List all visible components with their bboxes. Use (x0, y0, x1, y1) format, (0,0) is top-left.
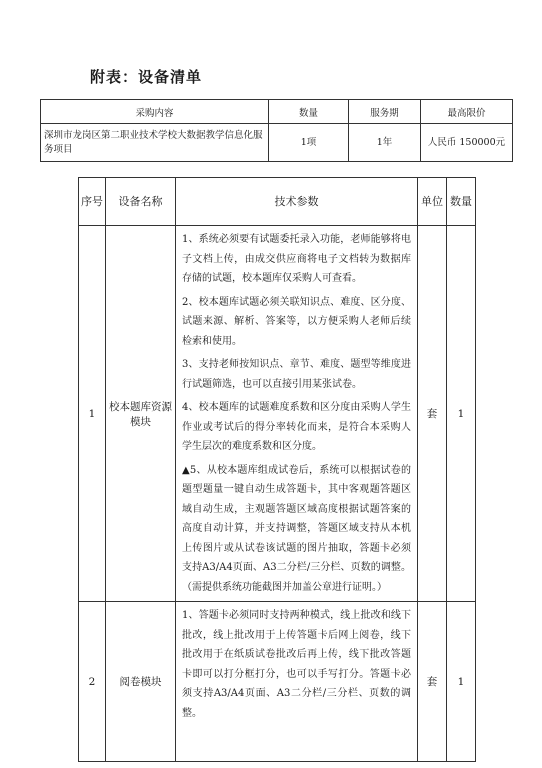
service-period: 1年 (349, 124, 421, 162)
header-max-price: 最高限价 (421, 100, 513, 124)
param-item: 2、校本题库试题必须关联知识点、难度、区分度、试题来源、解析、答案等，以方便采购人老师后续检索和使用。 (182, 296, 411, 347)
row-no: 2 (79, 602, 106, 762)
procurement-content: 深圳市龙岗区第二职业技术学校大数据教学信息化服务项目 (41, 124, 269, 162)
row-device-name: 阅卷模块 (106, 602, 176, 762)
row-qty: 1 (447, 602, 476, 762)
equipment-list-table (78, 177, 476, 762)
row-tech-params (176, 226, 418, 602)
header-quantity: 数量 (269, 100, 349, 124)
header-content: 采购内容 (41, 100, 269, 124)
header-name: 设备名称 (106, 178, 176, 226)
summary-header-row (41, 100, 513, 124)
page-title: 附表：设备清单 (90, 68, 203, 86)
table-row (79, 602, 476, 762)
header-params: 技术参数 (176, 178, 418, 226)
procurement-summary-table (40, 99, 513, 162)
row-no: 1 (79, 226, 106, 602)
summary-row (41, 124, 513, 162)
param-item: 1、答题卡必须同时支持两种模式，线上批改和线下批改，线上批改用于上传答题卡后网上阅卷，线下批改用于在纸质试卷批改后再上传，线下批改答题卡即可以打分框打分，也可以手写打分。答题卡必须支持A3/A4页面、A3二分栏/三分栏、页数的调整。 (182, 610, 411, 719)
param-item: ▲5、从校本题库组成试卷后，系统可以根据试卷的题型题量一键自动生成答题卡，其中客观题答题区域自动生成，主观题答题区域高度根据试题答案的高度自动计算，并支持调整，答题区域支持从本机上传图片或从试卷该试题的图片抽取，答题卡必须支持A3/A4页面、A3二分栏/三分栏、页数的调整。（需提供系统功能截图并加盖公章进行证明。） (182, 464, 411, 593)
row-unit: 套 (418, 602, 447, 762)
param-item: 3、支持老师按知识点、章节、难度、题型等维度进行试题筛选，也可以直接引用某张试卷。 (182, 359, 411, 390)
param-item: 1、系统必须要有试题委托录入功能，老师能够将电子文档上传，由成交供应商将电子文档转为数据库存储的试题，校本题库仅采购人可查看。 (182, 234, 411, 284)
header-qty: 数量 (447, 178, 476, 226)
header-no: 序号 (79, 178, 106, 226)
row-tech-params (176, 602, 418, 762)
header-unit: 单位 (418, 178, 447, 226)
procurement-quantity: 1项 (269, 124, 349, 162)
max-price: 人民币 150000元 (421, 124, 513, 162)
header-period: 服务期 (349, 100, 421, 124)
row-unit: 套 (418, 226, 447, 602)
table-row (79, 226, 476, 602)
equipment-header-row (79, 178, 476, 226)
param-item: 4、校本题库的试题难度系数和区分度由采购人学生作业或考试后的得分率转化而来，是符合本采购人学生层次的难度系数和区分度。 (182, 402, 411, 452)
row-device-name: 校本题库资源模块 (106, 226, 176, 602)
row-qty: 1 (447, 226, 476, 602)
